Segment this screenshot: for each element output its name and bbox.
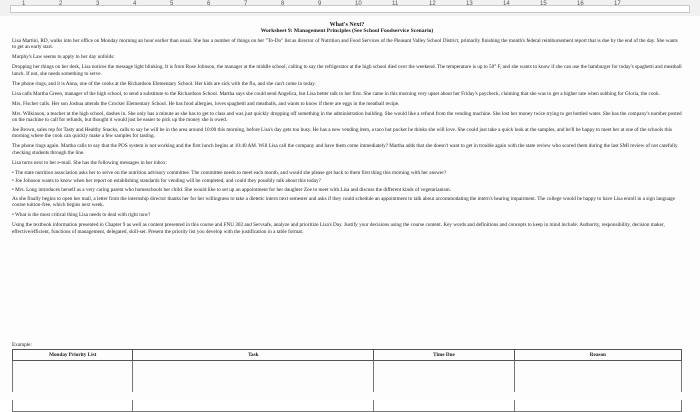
ruler-tick: 17 xyxy=(614,1,621,7)
document-title: What's Next? xyxy=(329,22,365,28)
ruler-tick: 5 xyxy=(170,1,174,7)
example-label: Example: xyxy=(12,342,32,348)
paragraph-intern-letter: As she finally begins to open her mail, a letter from the internship director thanks her for her willingness to take a dietetic intern next semester and asks if they could schedule an appointment to talk about accommodating the intern's hearing impairment. The college would be happy to have Lisa enroll in a sign language course tuition-free, which begins next week. xyxy=(12,196,675,209)
horizontal-ruler[interactable] xyxy=(0,0,700,17)
paragraph-food-allergy: Mrs. Fischer calls. Her son Joshua attends the Crocker Elementary School. He has food allergies, loves spaghetti and meatballs, and wants to know if there are eggs in the meatball recipe. xyxy=(12,100,400,107)
column-header-priority: Monday Priority List xyxy=(13,350,133,361)
priority-table-section xyxy=(12,342,682,412)
email-list xyxy=(12,170,682,193)
ruler-tick: 8 xyxy=(281,1,285,7)
ruler-tick: 9 xyxy=(318,1,322,7)
document-page[interactable] xyxy=(0,16,700,400)
ruler-tick: 10 xyxy=(355,1,362,7)
paragraph-sales-rep: Joe Brown, sales rep for Tasty and Healthy Snacks, calls to say he will be in the area around 10:00 this morning, before Lisa's day gets too busy. He has a new vending item, a taco hot pocket he thinks she will love. She could just take a quick look at the samples, and he'll be happy to meet her at one of the schools this morning where the cook can quickly make a few samples for tasting. xyxy=(12,127,673,140)
column-header-reason: Reason xyxy=(514,350,681,361)
paragraph-anna-sick: The phone rings, and it is Anna, one of the cooks at the Richardson Elementary School. Her kids are sick with the flu, and she can't come in today. xyxy=(12,80,316,87)
ruler-track xyxy=(10,5,690,13)
document-body[interactable] xyxy=(12,22,682,239)
column-header-task: Task xyxy=(133,350,374,361)
ruler-tick: 1 xyxy=(22,1,26,7)
paragraph-intro: Lisa Martini, RD, walks into her office on Monday morning an hour earlier than usual. She has a number of things on her "To-Do" list as director of Nutrition and Food Services of the Pleasant Valley School District, primarily finishing the month's federal reimbursement report that is due by the end of the day. She wants to get an early start. xyxy=(12,37,678,51)
email-item-vending-report: • Joe Johnson wants to know when her report on establishing standards for vending will be completed, and could they possibly talk about this today? xyxy=(12,178,321,185)
table-header-row xyxy=(13,350,682,361)
document-subtitle: Worksheet 9: Management Principles (See School Foodservice Scenario) xyxy=(260,28,434,35)
priority-table[interactable] xyxy=(12,349,682,412)
email-item-advisory: • The state nutrition association asks her to serve on the nutrition advisory committee. The committee needs to meet each month, and would she please get back to them first thing this morning with her answer? xyxy=(12,169,447,176)
question-critical: • What is the most critical thing Lisa needs to deal with right now? xyxy=(12,212,151,219)
paragraph-vending-refund: Mrs. Wilkinson, a teacher at the high school, dashes in. She only has a minute as she has to get to class and was just quickly dropping off something in the administration building. She would like a refund from the vending machine. She lost her money twice trying to get bottled water. She has the company's number posted on the machine to call for refunds, but thought it would just be easier to pick up the money she is owed. xyxy=(12,110,682,124)
page-bottom-edge xyxy=(0,392,700,400)
ruler-tick: 4 xyxy=(133,1,137,7)
question-prioritize: Using the textbook information presented in Chapter 9 as well as content presented in this course and FNU 302 and Servsafe, analyze and prioritize Lisa's Day. Justify your decisions using the course content. Key words and definitions and concepts to keep in mind include: Authority, responsibility, decision maker, effective/efficient, functions of management, delegated, skill-set. Present the priority list you develop with the justification in a table format. xyxy=(12,222,665,235)
email-item-vegetarian: • Mrs. Long introduces herself as a very caring parent who homeschools her child. She would like to set up an appointment for her daughter Zoe to meet with Lisa and discuss the different kinds of vegetarianism. xyxy=(12,186,451,193)
ruler-tick: 15 xyxy=(540,1,547,7)
table-cell[interactable] xyxy=(133,361,374,412)
ruler-tick: 12 xyxy=(429,1,436,7)
paragraph-paycheck: Lisa calls Martha Green, manager of the high school, to send a substitute to the Richardson School. Martha says she could send Angelica, but Lisa better talk to her first. She came in this morning very upset about her Friday's paycheck, claiming that she was to get a higher rate when subbing for Gloria, the cook. xyxy=(12,90,660,97)
table-cell[interactable] xyxy=(514,361,681,412)
table-cell[interactable] xyxy=(374,361,514,412)
paragraph-murphys-law: Murphy's Law seems to apply to her day unfolds: xyxy=(12,54,115,61)
ruler-tick: 14 xyxy=(503,1,510,7)
ruler-tick: 16 xyxy=(577,1,584,7)
paragraph-email-intro: Lisa turns next to her e-mail. She has the following messages in her inbox: xyxy=(12,159,168,166)
ruler-tick: 11 xyxy=(392,1,399,7)
ruler-tick: 2 xyxy=(59,1,63,7)
ruler-tick: 13 xyxy=(466,1,473,7)
table-cell[interactable] xyxy=(13,361,133,412)
ruler-tick: 7 xyxy=(244,1,248,7)
paragraph-pos-system: The phone rings again. Martha calls to say that the POS system is not working and the first lunch begins at 10:40 AM. Will Lisa call the company and have them come immediately? Martha adds that she doesn't want to get in trouble again with the state review who scored them during the last SMI review of not carefully checking students through the line. xyxy=(12,143,678,156)
column-header-time-due: Time Due xyxy=(374,350,514,361)
ruler-tick: 6 xyxy=(207,1,211,7)
table-row[interactable] xyxy=(13,361,682,412)
paragraph-refrigerator: Dropping her things on her desk, Lisa notices the message light blinking. It is from Rose Johnson, the manager at the middle school, calling to say the refrigerator at the high school died over the weekend. The temperature is up to 50° F, and she wants to know if she can use the hamburger for today's spaghetti and meatball lunch. If not, she needs something to serve. xyxy=(12,64,682,77)
ruler-tick: 3 xyxy=(96,1,100,7)
